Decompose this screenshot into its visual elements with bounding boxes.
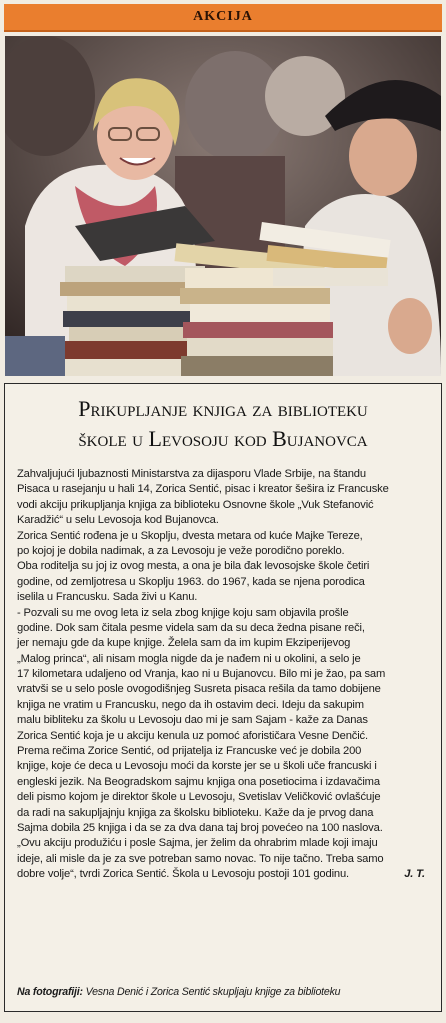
photo-illustration (5, 36, 441, 376)
body-line: knjiga ne vratim u Francusku, nego da ih ostavim deci. Ideju da sakupim (17, 698, 364, 711)
body-line: godine, od zemljotresa u Skoplju 1963. do 1967, kada se njena porodica (17, 575, 365, 588)
body-line: po kojoj je dobila nadimak, a za Levosoju je veže porodično poreklo. (17, 544, 345, 557)
body-line: knjige, koje će deca u Levosoju moći da korste jer se u školi uče francuski i (17, 760, 377, 773)
body-line: engleski jezik. Na Beogradskom sajmu knjiga ona posetiocima i izdavačima (17, 775, 380, 788)
body-line: jer nemaju gde da kupe knjige. Želela sam da im kupim Ekziperijevog (17, 637, 351, 650)
author-signature: J. T. (404, 868, 425, 881)
headline-line-2: škole u Levosoju kod Bujanovca (78, 426, 368, 451)
body-line: Pisaca u rasejanju u hali 14, Zorica Sentić, pisac i kreator šešira iz Francuske (17, 483, 389, 496)
section-label: AKCIJA (193, 9, 253, 24)
body-line: - Pozvali su me ovog leta iz sela zbog knjige koju sam objavila prošle (17, 606, 349, 619)
body-line: godine. Dok sam čitala pesme videla sam da su deca žedna pisane reči, (17, 621, 365, 634)
photo-caption (17, 986, 437, 998)
body-line-last (17, 867, 431, 882)
section-banner (4, 4, 442, 32)
body-line: iselila u Francusku. Sada živi u Kanu. (17, 591, 198, 604)
body-line: Oba roditelja su joj iz ovog mesta, a ona je bila đak levosojske škole četiri (17, 560, 370, 573)
body-line: Zahvaljujući ljubaznosti Ministarstva za dijasporu Vlade Srbije, na štandu (17, 468, 366, 480)
body-line: 17 kilometara udaljeno od Vranja, kao ni u Bujanovcu. Bilo mi je žao, pa sam (17, 668, 386, 681)
body-line: Karadžić“ u selu Levosoja kod Bujanovca. (17, 514, 219, 527)
article-headline (5, 394, 441, 454)
body-line: Zorica Sentić koja je u akciju kenula uz pomoć aforističara Vesne Denčić. (17, 729, 368, 742)
body-line: Zorica Sentić rođena je u Skoplju, dvesta metara od kuće Majke Tereze, (17, 529, 363, 542)
body-line: „Malog princa“, ali nisam mogla nigde da je nađem ni u okolini, a selo je (17, 652, 361, 665)
body-line: vratvši se u selo posle ovogodišnjeg Susreta pisaca rešila da tamo dobijene (17, 683, 381, 696)
body-line: Prema rečima Zorice Sentić, od prijatelja iz Francuske već je dobila 200 (17, 745, 362, 758)
body-line: deli pismo kojom je direktor škole u Levosoju, Svetislav Veličković ovlašćuje (17, 791, 381, 804)
headline-line-1: Prikupljanje knjiga za biblioteku (78, 396, 368, 421)
body-line: vodi akciju prikupljanja knjiga za biblioteku Osnovne škole „Vuk Stefanović (17, 498, 374, 511)
body-line: „Ovu akciju produžiću i posle Sajma, jer želim da ohrabrim mlade koji imaju (17, 837, 378, 850)
body-line: Sajma dobila 25 knjiga i da se za dva dana taj broj povećeo na 100 naslova. (17, 821, 383, 834)
article-body (17, 467, 431, 883)
body-line: malu bibliteku za školu u Levosoju dao mi je sam Sajam - kaže za Danas (17, 714, 368, 727)
article-photo (5, 36, 441, 376)
body-line-text: dobre volje“, tvrdi Zorica Sentić. Škola u Levosoju postoji 101 godinu. (17, 868, 350, 881)
caption-text: Vesna Denić i Zorica Sentić skupljaju knjige za biblioteku (85, 986, 341, 998)
body-line: da radi na sakupljajnju knjiga za školsku biblioteku. Kaže da je prvog dana (17, 806, 374, 819)
article (4, 383, 442, 1012)
caption-label: Na fotografiji: (17, 986, 83, 998)
body-line: ideje, ali misle da je za sve potreban samo novac. To nije tačno. Treba samo (17, 852, 384, 865)
